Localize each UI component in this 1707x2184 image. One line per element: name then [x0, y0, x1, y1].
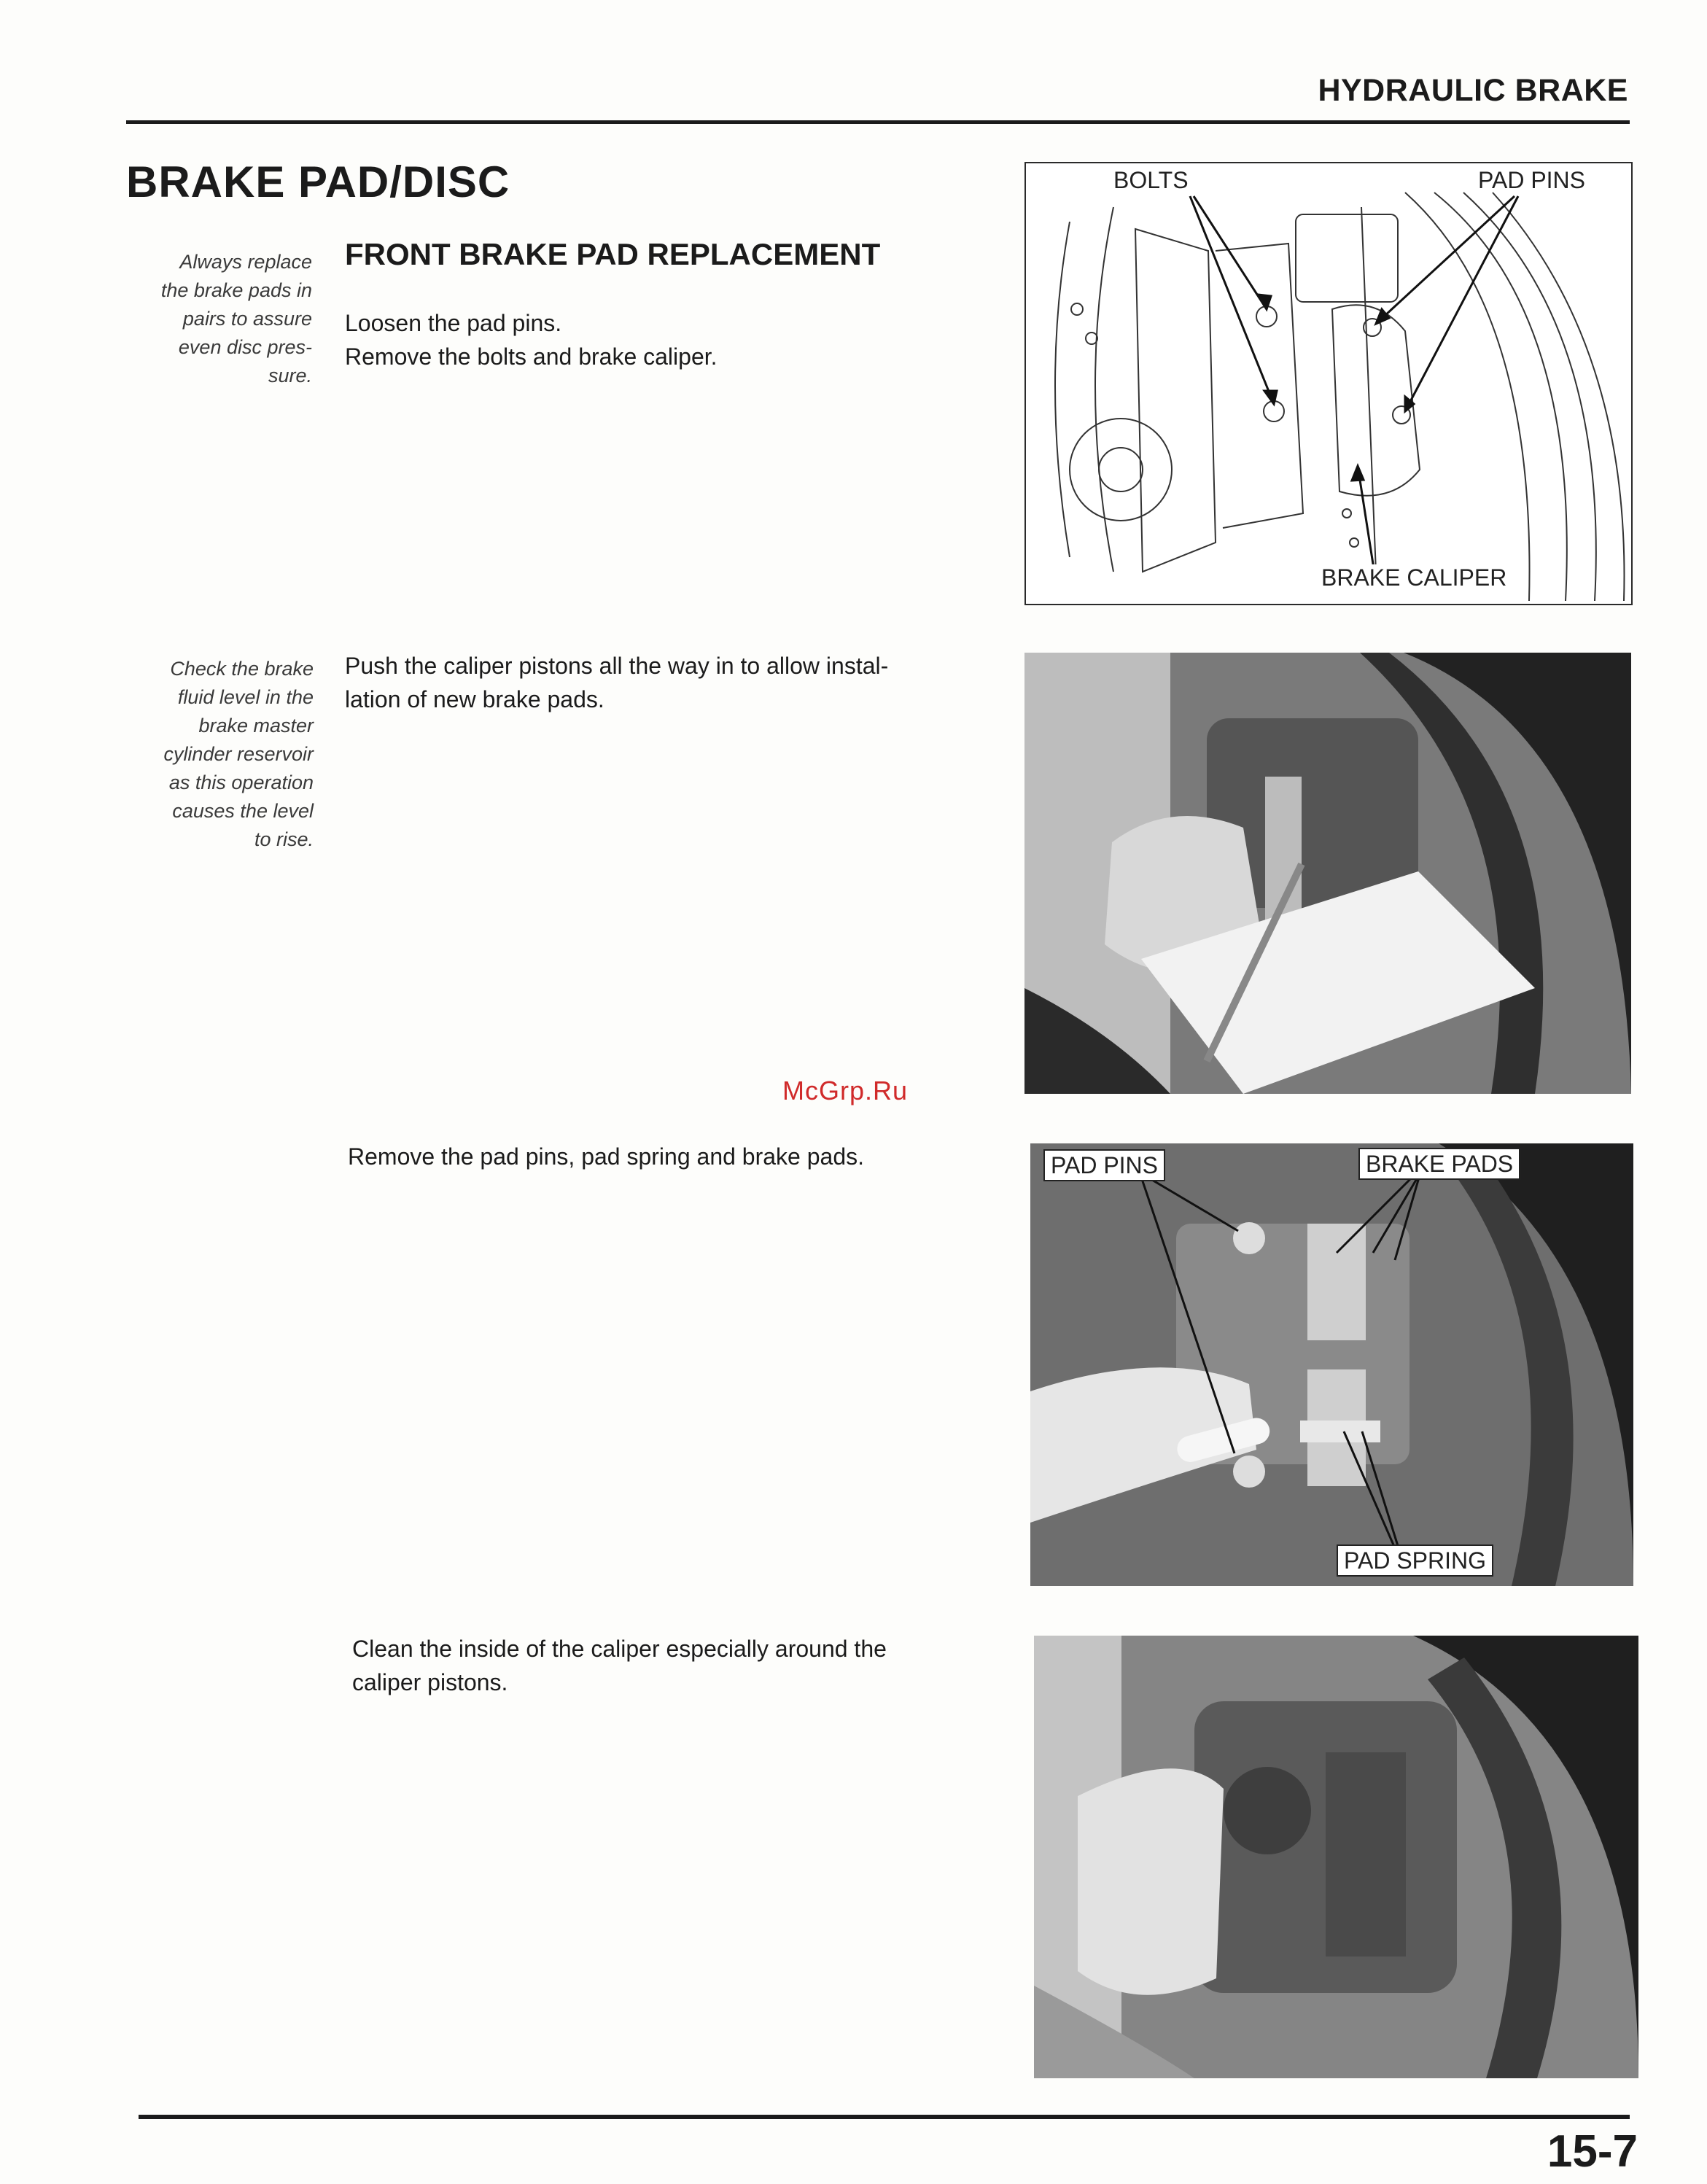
note-line: sure. — [268, 365, 312, 386]
photo-remove-pads-art — [1030, 1143, 1633, 1586]
page-number: 15-7 — [1547, 2126, 1638, 2177]
label-bolts: BOLTS — [1113, 167, 1189, 193]
step-line: lation of new brake pads. — [345, 686, 604, 712]
figure-caliper-diagram — [1024, 162, 1633, 605]
label-pad-spring: PAD SPRING — [1337, 1544, 1493, 1577]
step-line: Loosen the pad pins. — [345, 310, 562, 336]
note-line: the brake pads in — [160, 279, 312, 301]
section-header: HYDRAULIC BRAKE — [1318, 73, 1628, 108]
step-line: Push the caliper pistons all the way in to allow instal- — [345, 653, 889, 679]
step-remove-pads — [348, 1140, 864, 1173]
photo-push-pistons-art — [1024, 653, 1631, 1094]
note-line: Check the brake — [170, 658, 314, 680]
axle-hub — [1070, 419, 1172, 521]
side-note-fluid-level — [124, 655, 314, 854]
note-line: cylinder reservoir — [163, 743, 314, 765]
subsection-title: FRONT BRAKE PAD REPLACEMENT — [345, 237, 881, 271]
label-brake-pads: BRAKE PADS — [1358, 1148, 1520, 1180]
footer-rule — [139, 2115, 1630, 2119]
step-line: Remove the pad pins, pad spring and brake pads. — [348, 1143, 865, 1170]
photo-clean-caliper-art — [1034, 1636, 1638, 2078]
page-title: BRAKE PAD/DISC — [126, 158, 510, 206]
caliper-bracket — [1296, 214, 1398, 302]
label-brake-caliper: BRAKE CALIPER — [1321, 564, 1507, 591]
label-pad-pins: PAD PINS — [1478, 167, 1585, 193]
note-line: as this operation — [168, 772, 314, 793]
fork-leg — [1135, 229, 1216, 572]
step-line: caliper pistons. — [352, 1669, 508, 1695]
step-push-pistons — [345, 649, 888, 716]
note-line: brake master — [198, 715, 314, 737]
note-line: Always replace — [179, 251, 312, 273]
step-line: Remove the bolts and brake caliper. — [345, 343, 718, 370]
photo-remove-pads — [1030, 1143, 1633, 1586]
disc-edge — [1055, 222, 1070, 557]
label-pad-pins: PAD PINS — [1043, 1149, 1165, 1181]
watermark: McGrp.Ru — [782, 1076, 909, 1105]
photo-push-pistons — [1024, 653, 1631, 1094]
leader-pin-lower — [1405, 196, 1518, 411]
note-line: fluid level in the — [177, 686, 314, 708]
caliper-drawing — [1026, 163, 1631, 604]
note-line: causes the level — [172, 800, 314, 822]
note-line: even disc pres- — [178, 336, 312, 358]
leader-pin-upper — [1376, 196, 1514, 324]
step-line: Clean the inside of the caliper especially around the — [352, 1636, 887, 1662]
step-clean-caliper — [352, 1632, 887, 1699]
side-note-pads-pairs — [123, 248, 312, 390]
leader-bolt-upper — [1194, 196, 1267, 309]
photo-clean-caliper — [1034, 1636, 1638, 2078]
step-loosen-pins — [345, 306, 718, 373]
header-rule — [126, 120, 1630, 124]
tyre-arc — [1434, 193, 1567, 601]
note-line: pairs to assure — [182, 308, 312, 330]
note-line: to rise. — [254, 828, 314, 850]
